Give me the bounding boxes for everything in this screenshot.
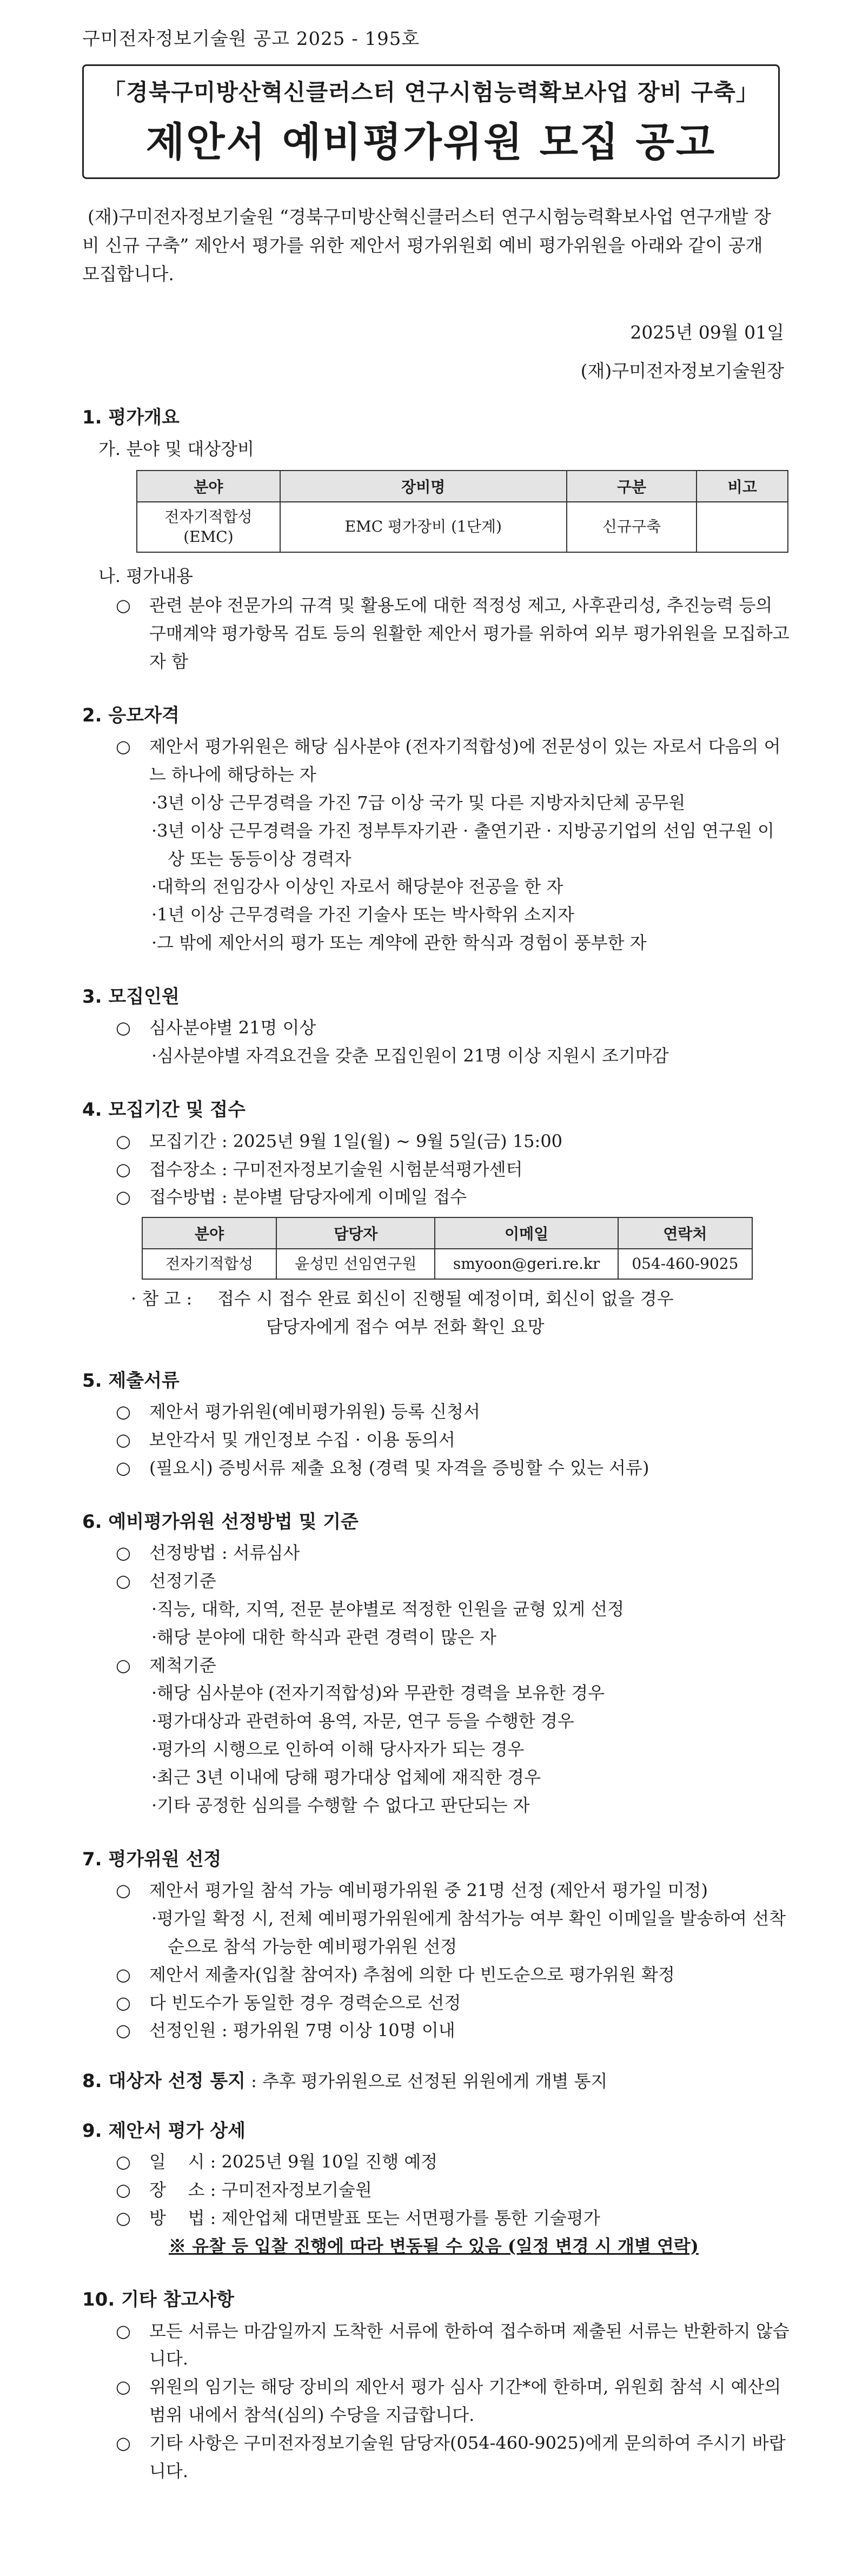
section-6-title: 6. 예비평가위원 선정방법 및 기준 [82,1511,359,1533]
list-item: ○ 제안서 평가위원은 해당 심사분야 (전자기적합성)에 전문성이 있는 자로서 다음의 어느 하나에 해당하는 자 [116,733,790,789]
section-10-title: 10. 기타 참고사항 [82,2289,234,2311]
circle-bullet-icon: ○ [116,1158,131,1180]
section-9-title: 9. 제안서 평가 상세 [82,2120,246,2142]
dash-item: ·평가의 시행으로 인하여 이해 당사자가 되는 경우 [151,1739,525,1760]
circle-bullet-icon: ○ [116,1964,131,1985]
table-header: 분야 [137,471,280,502]
circle-bullet-icon: ○ [116,1880,131,1901]
list-item: ○ 장 소 : 구미전자정보기술원 [116,2176,790,2204]
circle-bullet-icon: ○ [116,1401,131,1422]
list-item: ○ 제안서 평가일 참석 가능 예비평가위원 중 21명 선정 (제안서 평가일 미정) [116,1877,790,1905]
list-item: ○ 심사분야별 21명 이상 [116,1014,790,1042]
list-item: ○ 보안각서 및 개인정보 수집 · 이용 동의서 [116,1426,790,1454]
section-8-heading [82,2069,790,2095]
contact-table [142,1217,753,1280]
table-header: 비고 [697,471,788,502]
table-cell: 전자기적합성 (EMC) [137,502,280,553]
section-6 [82,1509,790,1820]
list-item: ○ 접수장소 : 구미전자정보기술원 시험분석평가센터 [116,1156,790,1184]
section-8 [82,2069,790,2095]
dash-item: ·평가대상과 관련하여 용역, 자문, 연구 등을 수행한 경우 [151,1711,574,1732]
section-7-title: 7. 평가위원 선정 [82,1848,222,1870]
section-3-title: 3. 모집인원 [82,985,180,1008]
table-cell: 전자기적합성 [142,1249,276,1279]
table-row [137,502,788,553]
dash-item: ·직능, 대학, 지역, 전문 분야별로 적정한 인원을 균형 있게 선정 [151,1598,625,1619]
dash-item: ·해당 심사분야 (전자기적합성)와 무관한 경력을 보유한 경우 [151,1683,605,1704]
circle-bullet-icon: ○ [116,2151,131,2173]
circle-bullet-icon: ○ [116,2320,131,2341]
dash-item: ·1년 이상 근무경력을 가진 기술사 또는 박사학위 소지자 [151,904,574,925]
title-box [82,64,780,179]
section-4 [82,1097,790,1341]
list-item: ○ 선정기준 [116,1567,790,1595]
date-block [59,319,784,386]
dash-item: ·기타 공정한 심의를 수행할 수 없다고 판단되는 자 [151,1794,530,1816]
list-item: ○ 제안서 평가위원(예비평가위원) 등록 신청서 [116,1398,790,1426]
section-2-title: 2. 응모자격 [82,704,180,726]
table-header: 분야 [142,1217,276,1249]
circle-bullet-icon: ○ [116,1992,131,2013]
dash-item: ·해당 분야에 대한 학식과 관련 경력이 많은 자 [151,1626,496,1647]
list-item: ○ 선정방법 : 서류심사 [116,1539,790,1567]
section-3 [82,984,790,1070]
title-main: 제안서 예비평가위원 모집 공고 [145,119,717,165]
section-8-title: 8. 대상자 선정 통지 [82,2070,246,2092]
circle-bullet-icon: ○ [116,1654,131,1676]
note-text: 접수 시 접수 완료 회신이 진행될 예정이며, 회신이 없을 경우 [217,1288,674,1309]
section-1-title: 1. 평가개요 [82,406,180,428]
circle-bullet-icon: ○ [116,1542,131,1564]
section-5-title: 5. 제출서류 [82,1369,180,1392]
list-item: ○ 모집기간 : 2025년 9월 1일(월) ~ 9월 5일(금) 15:00 [116,1128,790,1156]
table-header-row [142,1217,752,1249]
table-cell [697,502,788,553]
list-item: ○ 일 시 : 2025년 9월 10일 진행 예정 [116,2148,790,2176]
table-cell: 신규구축 [567,502,697,553]
dash-item: ·심사분야별 자격요건을 갖춘 모집인원이 21명 이상 지원시 조기마감 [151,1045,669,1067]
section-2 [82,703,790,957]
table-header: 구분 [567,471,697,502]
note-block [131,1285,790,1341]
section-1 [82,405,790,676]
table-header: 장비명 [280,471,567,502]
table-cell: 054-460-9025 [618,1249,752,1279]
list-item: ○ 선정인원 : 평가위원 7명 이상 10명 이내 [116,2017,790,2045]
list-item: ○ 위원의 임기는 해당 장비의 제안서 평가 심사 기간*에 한하며, 위원회 참석 시 예산의 범위 내에서 참석(심의) 수당을 지급합니다. [116,2373,790,2429]
list-item: ○ 다 빈도수가 동일한 경우 경력순으로 선정 [116,1989,790,2017]
dash-item: ·그 밖에 제안서의 평가 또는 계약에 관한 학식과 경험이 풍부한 자 [151,932,647,953]
circle-bullet-icon: ○ [116,1571,131,1592]
notice-number: 구미전자정보기술원 공고 2025 - 195호 [82,28,420,50]
circle-bullet-icon: ○ [116,1130,131,1151]
section-1-sub-b: 나. 평가내용 [98,566,193,587]
section-10 [82,2287,790,2486]
table-header-row [137,471,788,502]
dash-item: ·평가일 확정 시, 전체 예비평가위원에게 참석가능 여부 확인 이메일을 발송하여 선착순으로 참석 가능한 예비평가위원 선정 [151,1908,786,1957]
dash-item: ·대학의 전임강사 이상인 자로서 해당분야 전공을 한 자 [151,876,563,897]
list-item: ○ 모든 서류는 마감일까지 도착한 서류에 한하여 접수하며 제출된 서류는 반환하지 않습니다. [116,2317,790,2374]
list-item: ○ 방 법 : 제안업체 대면발표 또는 서면평가를 통한 기술평가 [116,2204,790,2233]
table-cell: EMC 평가장비 (1단계) [280,502,567,553]
dash-item: ·3년 이상 근무경력을 가진 정부투자기관 · 출연기관 · 지방공기업의 선임 연구원 이상 또는 동등이상 경력자 [151,820,774,869]
table-header: 이메일 [435,1217,618,1249]
circle-bullet-icon: ○ [116,1429,131,1451]
table-row [142,1249,752,1279]
circle-bullet-icon: ○ [116,2208,131,2229]
title-subtitle: 「경북구미방산혁신클러스터 연구시험능력확보사업 장비 구축」 [103,79,759,105]
equipment-table [136,470,788,553]
notice-date: 2025년 09월 01일 [630,322,784,343]
circle-bullet-icon: ○ [116,736,131,757]
section-9 [82,2118,790,2260]
section-7 [82,1847,790,2045]
circle-bullet-icon: ○ [116,595,131,616]
table-header: 담당자 [276,1217,435,1249]
circle-bullet-icon: ○ [116,2432,131,2453]
circle-bullet-icon: ○ [116,1457,131,1478]
email-link[interactable]: smyoon@geri.re.kr [435,1249,618,1279]
list-item: ○ (필요시) 증빙서류 제출 요청 (경력 및 자격을 증빙할 수 있는 서류) [116,1454,790,1482]
dash-item: ·3년 이상 근무경력을 가진 7급 이상 국가 및 다른 지방자치단체 공무원 [151,792,686,813]
circle-bullet-icon: ○ [116,1187,131,1208]
note-text-cont: 담당자에게 접수 여부 전화 확인 요망 [266,1316,545,1337]
dash-item: ·최근 3년 이내에 당해 평가대상 업체에 재직한 경우 [151,1766,541,1787]
circle-bullet-icon: ○ [116,1017,131,1038]
list-item: ○ 제척기준 [116,1652,790,1680]
intro-paragraph: (재)구미전자정보기술원 “경북구미방산혁신클러스터 연구시험능력확보사업 연구개발 장비 신규 구축” 제안서 평가를 위한 제안서 평가위원회 예비 평가위원을 아래와 같이 공개 모집합니다. [82,206,772,284]
circle-bullet-icon: ○ [116,2180,131,2201]
section-4-title: 4. 모집기간 및 접수 [82,1099,246,1121]
table-cell: 윤성민 선임연구원 [276,1249,435,1279]
note-label: · 참 고 : [131,1288,193,1309]
circle-bullet-icon: ○ [116,2376,131,2398]
schedule-warning: ※ 유찰 등 입찰 진행에 따라 변동될 수 있음 (일정 변경 시 개별 연락) [169,2235,699,2256]
table-header: 연락처 [618,1217,752,1249]
list-item: ○ 관련 분야 전문가의 규격 및 활용도에 대한 적정성 제고, 사후관리성, 추진능력 등의 구매계약 평가항목 검토 등의 원활한 제안서 평가를 위하여 외부 평가위원을 모집하고자 함 [116,592,790,676]
section-1-sub-a: 가. 분야 및 대상장비 [98,438,254,459]
issuing-org: (재)구미전자정보기술원장 [580,360,784,382]
section-5 [82,1368,790,1482]
section-8-text: : 추후 평가위원으로 선정된 위원에게 개별 통지 [246,2071,608,2092]
list-item: ○ 기타 사항은 구미전자정보기술원 담당자(054-460-9025)에게 문의하여 주시기 바랍니다. [116,2429,790,2486]
list-item: ○ 접수방법 : 분야별 담당자에게 이메일 접수 [116,1183,790,1211]
list-item: ○ 제안서 제출자(입찰 참여자) 추첨에 의한 다 빈도순으로 평가위원 확정 [116,1961,790,1989]
circle-bullet-icon: ○ [116,2020,131,2041]
